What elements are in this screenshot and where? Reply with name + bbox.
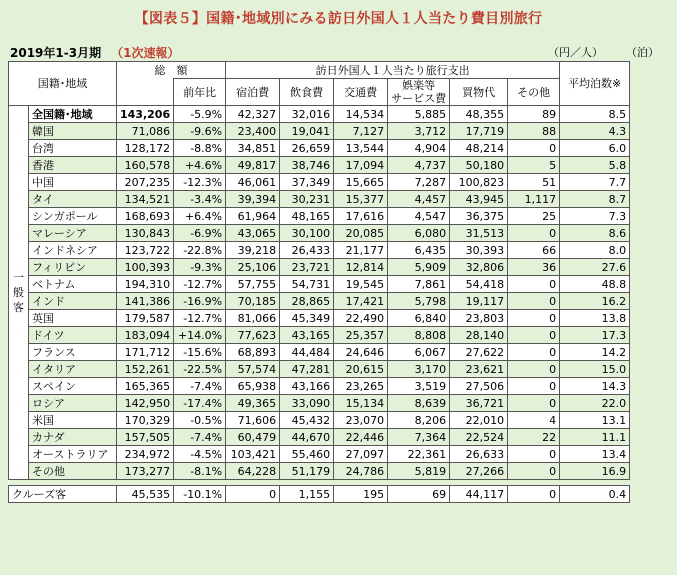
cell-food: 51,179 (280, 463, 334, 480)
cell-ent: 7,287 (388, 174, 450, 191)
cell-yoy: -9.6% (174, 123, 226, 140)
cell-total: 71,086 (117, 123, 174, 140)
cell-total: 170,329 (117, 412, 174, 429)
row-country-name: マレーシア (29, 225, 117, 242)
expenditure-table (8, 61, 630, 503)
cell-nights: 27.6 (560, 259, 630, 276)
cell-trans: 23,070 (334, 412, 388, 429)
header-yoy: 前年比 (174, 79, 226, 106)
cell-yoy: +6.4% (174, 208, 226, 225)
cell-yoy: -8.1% (174, 463, 226, 480)
cell-nights: 8.7 (560, 191, 630, 208)
cell-trans: 20,615 (334, 361, 388, 378)
cell-ent: 5,819 (388, 463, 450, 480)
cell-shop: 36,721 (450, 395, 508, 412)
cell-ent: 4,737 (388, 157, 450, 174)
row-country-name: フィリピン (29, 259, 117, 276)
cell-food: 32,016 (280, 106, 334, 123)
unit-nights-label: （泊） (626, 46, 659, 59)
side-label-char: 般 (13, 286, 24, 299)
cell-shop: 48,214 (450, 140, 508, 157)
cell-shop: 26,633 (450, 446, 508, 463)
header-accommodation: 宿泊費 (226, 79, 280, 106)
cell-ent: 3,170 (388, 361, 450, 378)
cell-yoy: -12.3% (174, 174, 226, 191)
cell-nights: 13.8 (560, 310, 630, 327)
cell-yoy: -6.9% (174, 225, 226, 242)
cell-other: 25 (508, 208, 560, 225)
side-label-general (9, 106, 29, 480)
cell-other: 0 (508, 446, 560, 463)
header-shopping: 買物代 (450, 79, 508, 106)
row-country-name: 香港 (29, 157, 117, 174)
cell-yoy: -7.4% (174, 378, 226, 395)
cell-other: 4 (508, 412, 560, 429)
cell-other: 22 (508, 429, 560, 446)
cell-trans: 15,665 (334, 174, 388, 191)
period-note: （1次速報） (111, 46, 180, 60)
cell-shop: 23,803 (450, 310, 508, 327)
cell-food: 26,433 (280, 242, 334, 259)
table-row (9, 191, 630, 208)
cell-nights: 22.0 (560, 395, 630, 412)
cell-nights: 8.5 (560, 106, 630, 123)
cell-trans: 22,490 (334, 310, 388, 327)
cell-trans: 24,646 (334, 344, 388, 361)
cell-yoy: +14.0% (174, 327, 226, 344)
cell-shop: 27,506 (450, 378, 508, 395)
cell-ent: 6,080 (388, 225, 450, 242)
cell-nights: 14.2 (560, 344, 630, 361)
table-row (9, 327, 630, 344)
table-row (9, 225, 630, 242)
cell-food: 38,746 (280, 157, 334, 174)
cell-acc: 71,606 (226, 412, 280, 429)
cell-food: 43,166 (280, 378, 334, 395)
cell-trans: 22,446 (334, 429, 388, 446)
cell-nights: 7.7 (560, 174, 630, 191)
header-food: 飲食費 (280, 79, 334, 106)
header-transport: 交通費 (334, 79, 388, 106)
cell-total: 194,310 (117, 276, 174, 293)
cell-total: 128,172 (117, 140, 174, 157)
side-label-char: 客 (13, 301, 24, 314)
cell-shop: 54,418 (450, 276, 508, 293)
cell-nights: 16.2 (560, 293, 630, 310)
cell-trans: 20,085 (334, 225, 388, 242)
cell-other: 0 (508, 344, 560, 361)
cell-nights: 6.0 (560, 140, 630, 157)
cell-acc: 57,755 (226, 276, 280, 293)
side-label-char: 一 (13, 271, 24, 284)
cell-acc: 0 (226, 486, 280, 503)
cell-other: 89 (508, 106, 560, 123)
row-country-name: ベトナム (29, 276, 117, 293)
cell-trans: 15,377 (334, 191, 388, 208)
row-country-name: クルーズ客 (9, 486, 117, 503)
table-row (9, 361, 630, 378)
cell-food: 45,432 (280, 412, 334, 429)
cell-shop: 31,513 (450, 225, 508, 242)
cell-yoy: -0.5% (174, 412, 226, 429)
row-country-name: インド (29, 293, 117, 310)
cell-total: 130,843 (117, 225, 174, 242)
header-total-blank (117, 79, 174, 106)
cell-ent: 8,808 (388, 327, 450, 344)
cell-shop: 17,719 (450, 123, 508, 140)
cell-trans: 23,265 (334, 378, 388, 395)
header-country: 国籍･地域 (9, 62, 117, 106)
cell-acc: 49,817 (226, 157, 280, 174)
cell-total: 123,722 (117, 242, 174, 259)
cell-acc: 39,218 (226, 242, 280, 259)
row-country-name: その他 (29, 463, 117, 480)
cell-food: 26,659 (280, 140, 334, 157)
cell-ent: 4,904 (388, 140, 450, 157)
cell-nights: 5.8 (560, 157, 630, 174)
cell-ent: 69 (388, 486, 450, 503)
cell-trans: 17,094 (334, 157, 388, 174)
cell-food: 19,041 (280, 123, 334, 140)
cell-other: 0 (508, 310, 560, 327)
table-row (9, 259, 630, 276)
cell-trans: 17,421 (334, 293, 388, 310)
cell-ent: 5,909 (388, 259, 450, 276)
cell-ent: 3,519 (388, 378, 450, 395)
cell-nights: 14.3 (560, 378, 630, 395)
cell-trans: 24,786 (334, 463, 388, 480)
cell-total: 134,521 (117, 191, 174, 208)
cell-trans: 14,534 (334, 106, 388, 123)
cell-other: 0 (508, 327, 560, 344)
cell-nights: 7.3 (560, 208, 630, 225)
cell-ent: 5,798 (388, 293, 450, 310)
cell-acc: 64,228 (226, 463, 280, 480)
cell-ent: 5,885 (388, 106, 450, 123)
table-row (9, 429, 630, 446)
cell-yoy: -22.8% (174, 242, 226, 259)
cell-shop: 27,622 (450, 344, 508, 361)
period-label (10, 44, 179, 61)
cell-other: 1,117 (508, 191, 560, 208)
header-row-1 (9, 62, 630, 79)
row-country-name: 韓国 (29, 123, 117, 140)
cell-total: 207,235 (117, 174, 174, 191)
cell-ent: 6,840 (388, 310, 450, 327)
table-row (9, 310, 630, 327)
cell-total: 183,094 (117, 327, 174, 344)
row-country-name: 台湾 (29, 140, 117, 157)
row-country-name: 全国籍･地域 (29, 106, 117, 123)
cell-other: 0 (508, 225, 560, 242)
cell-acc: 42,327 (226, 106, 280, 123)
cell-other: 0 (508, 378, 560, 395)
cell-acc: 60,479 (226, 429, 280, 446)
cell-yoy: -8.8% (174, 140, 226, 157)
table-row (9, 276, 630, 293)
cell-nights: 13.1 (560, 412, 630, 429)
row-country-name: フランス (29, 344, 117, 361)
table-row (9, 174, 630, 191)
cell-nights: 0.4 (560, 486, 630, 503)
cell-acc: 81,066 (226, 310, 280, 327)
cell-shop: 22,524 (450, 429, 508, 446)
cell-other: 0 (508, 293, 560, 310)
cell-acc: 68,893 (226, 344, 280, 361)
cell-food: 37,349 (280, 174, 334, 191)
cell-shop: 22,010 (450, 412, 508, 429)
cell-food: 45,349 (280, 310, 334, 327)
cell-acc: 49,365 (226, 395, 280, 412)
row-country-name: スペイン (29, 378, 117, 395)
cell-acc: 46,061 (226, 174, 280, 191)
unit-yen-label: （円／人） (548, 46, 603, 59)
cell-food: 43,165 (280, 327, 334, 344)
cell-trans: 17,616 (334, 208, 388, 225)
table-row (9, 242, 630, 259)
cell-food: 1,155 (280, 486, 334, 503)
cell-shop: 28,140 (450, 327, 508, 344)
cell-food: 28,865 (280, 293, 334, 310)
cell-trans: 15,134 (334, 395, 388, 412)
cell-other: 0 (508, 276, 560, 293)
cell-acc: 77,623 (226, 327, 280, 344)
cell-acc: 43,065 (226, 225, 280, 242)
cell-yoy: -3.4% (174, 191, 226, 208)
row-country-name: ロシア (29, 395, 117, 412)
header-entertainment (388, 79, 450, 106)
table-row (9, 412, 630, 429)
cell-food: 30,100 (280, 225, 334, 242)
cell-trans: 25,357 (334, 327, 388, 344)
cell-shop: 48,355 (450, 106, 508, 123)
cell-acc: 34,851 (226, 140, 280, 157)
cell-shop: 19,117 (450, 293, 508, 310)
cell-acc: 103,421 (226, 446, 280, 463)
cell-ent: 4,547 (388, 208, 450, 225)
cell-nights: 17.3 (560, 327, 630, 344)
cell-nights: 13.4 (560, 446, 630, 463)
cell-food: 23,721 (280, 259, 334, 276)
cell-yoy: -16.9% (174, 293, 226, 310)
cell-other: 0 (508, 140, 560, 157)
row-country-name: インドネシア (29, 242, 117, 259)
cell-shop: 32,806 (450, 259, 508, 276)
cell-acc: 39,394 (226, 191, 280, 208)
cell-acc: 57,574 (226, 361, 280, 378)
row-country-name: カナダ (29, 429, 117, 446)
cell-yoy: -17.4% (174, 395, 226, 412)
figure-title: 【図表５】国籍･地域別にみる訪日外国人１人当たり費目別旅行 (134, 11, 543, 27)
cell-total: 157,505 (117, 429, 174, 446)
cell-shop: 44,117 (450, 486, 508, 503)
cell-shop: 36,375 (450, 208, 508, 225)
cell-ent: 22,361 (388, 446, 450, 463)
cell-total: 142,950 (117, 395, 174, 412)
cell-nights: 48.8 (560, 276, 630, 293)
table-row (9, 446, 630, 463)
cell-food: 30,231 (280, 191, 334, 208)
row-country-name: 米国 (29, 412, 117, 429)
row-country-name: オーストラリア (29, 446, 117, 463)
cell-trans: 13,544 (334, 140, 388, 157)
cell-total: 152,261 (117, 361, 174, 378)
cell-trans: 195 (334, 486, 388, 503)
cell-other: 0 (508, 395, 560, 412)
cell-ent: 8,639 (388, 395, 450, 412)
cell-acc: 70,185 (226, 293, 280, 310)
cell-nights: 15.0 (560, 361, 630, 378)
cell-ent: 6,067 (388, 344, 450, 361)
table-row (9, 123, 630, 140)
cell-yoy: -5.9% (174, 106, 226, 123)
cell-other: 36 (508, 259, 560, 276)
row-country-name: シンガポール (29, 208, 117, 225)
cruise-row (9, 486, 630, 503)
row-country-name: ドイツ (29, 327, 117, 344)
cell-nights: 4.3 (560, 123, 630, 140)
cell-total: 143,206 (117, 106, 174, 123)
header-group: 訪日外国人１人当たり旅行支出 (226, 62, 560, 79)
cell-food: 44,484 (280, 344, 334, 361)
table-row (9, 463, 630, 480)
cell-shop: 30,393 (450, 242, 508, 259)
cell-total: 45,535 (117, 486, 174, 503)
table-row (9, 208, 630, 225)
cell-food: 44,670 (280, 429, 334, 446)
cell-total: 168,693 (117, 208, 174, 225)
table-row (9, 106, 630, 123)
cell-nights: 8.0 (560, 242, 630, 259)
cell-ent: 6,435 (388, 242, 450, 259)
cell-other: 51 (508, 174, 560, 191)
cell-food: 54,731 (280, 276, 334, 293)
header-entertainment-line2: サービス費 (391, 92, 447, 105)
cell-acc: 61,964 (226, 208, 280, 225)
cell-shop: 27,266 (450, 463, 508, 480)
table-row (9, 395, 630, 412)
table-row (9, 344, 630, 361)
table-row (9, 293, 630, 310)
cell-shop: 43,945 (450, 191, 508, 208)
cell-shop: 100,823 (450, 174, 508, 191)
cell-nights: 11.1 (560, 429, 630, 446)
cell-total: 234,972 (117, 446, 174, 463)
cell-yoy: -4.5% (174, 446, 226, 463)
table-row (9, 157, 630, 174)
cell-yoy: -10.1% (174, 486, 226, 503)
row-country-name: イタリア (29, 361, 117, 378)
cell-trans: 21,177 (334, 242, 388, 259)
header-total: 総 額 (117, 62, 226, 79)
cell-other: 66 (508, 242, 560, 259)
header-other: その他 (508, 79, 560, 106)
cell-ent: 8,206 (388, 412, 450, 429)
cell-total: 141,386 (117, 293, 174, 310)
cell-trans: 27,097 (334, 446, 388, 463)
cell-other: 88 (508, 123, 560, 140)
cell-acc: 65,938 (226, 378, 280, 395)
cell-total: 173,277 (117, 463, 174, 480)
header-entertainment-line1: 娯楽等 (402, 79, 436, 92)
cell-total: 179,587 (117, 310, 174, 327)
cell-nights: 8.6 (560, 225, 630, 242)
cell-ent: 7,364 (388, 429, 450, 446)
cell-total: 165,365 (117, 378, 174, 395)
cell-trans: 12,814 (334, 259, 388, 276)
table-row (9, 378, 630, 395)
period-text: 2019年1-3月期 (10, 46, 102, 60)
cell-ent: 3,712 (388, 123, 450, 140)
cell-total: 171,712 (117, 344, 174, 361)
cell-other: 0 (508, 463, 560, 480)
cell-ent: 7,861 (388, 276, 450, 293)
cell-food: 48,165 (280, 208, 334, 225)
cell-yoy: -9.3% (174, 259, 226, 276)
cell-ent: 4,457 (388, 191, 450, 208)
cell-yoy: -12.7% (174, 276, 226, 293)
cell-other: 5 (508, 157, 560, 174)
cell-nights: 16.9 (560, 463, 630, 480)
cell-food: 55,460 (280, 446, 334, 463)
cell-trans: 19,545 (334, 276, 388, 293)
cell-trans: 7,127 (334, 123, 388, 140)
cell-other: 0 (508, 361, 560, 378)
cell-food: 47,281 (280, 361, 334, 378)
cell-yoy: +4.6% (174, 157, 226, 174)
row-country-name: 英国 (29, 310, 117, 327)
cell-acc: 25,106 (226, 259, 280, 276)
row-country-name: タイ (29, 191, 117, 208)
cell-shop: 23,621 (450, 361, 508, 378)
cell-total: 160,578 (117, 157, 174, 174)
cell-acc: 23,400 (226, 123, 280, 140)
table-row (9, 140, 630, 157)
header-avg-nights: 平均泊数※ (560, 62, 630, 106)
cell-yoy: -22.5% (174, 361, 226, 378)
cell-other: 0 (508, 486, 560, 503)
cell-yoy: -15.6% (174, 344, 226, 361)
row-country-name: 中国 (29, 174, 117, 191)
cell-food: 33,090 (280, 395, 334, 412)
cell-shop: 50,180 (450, 157, 508, 174)
cell-yoy: -12.7% (174, 310, 226, 327)
cell-yoy: -7.4% (174, 429, 226, 446)
cell-total: 100,393 (117, 259, 174, 276)
